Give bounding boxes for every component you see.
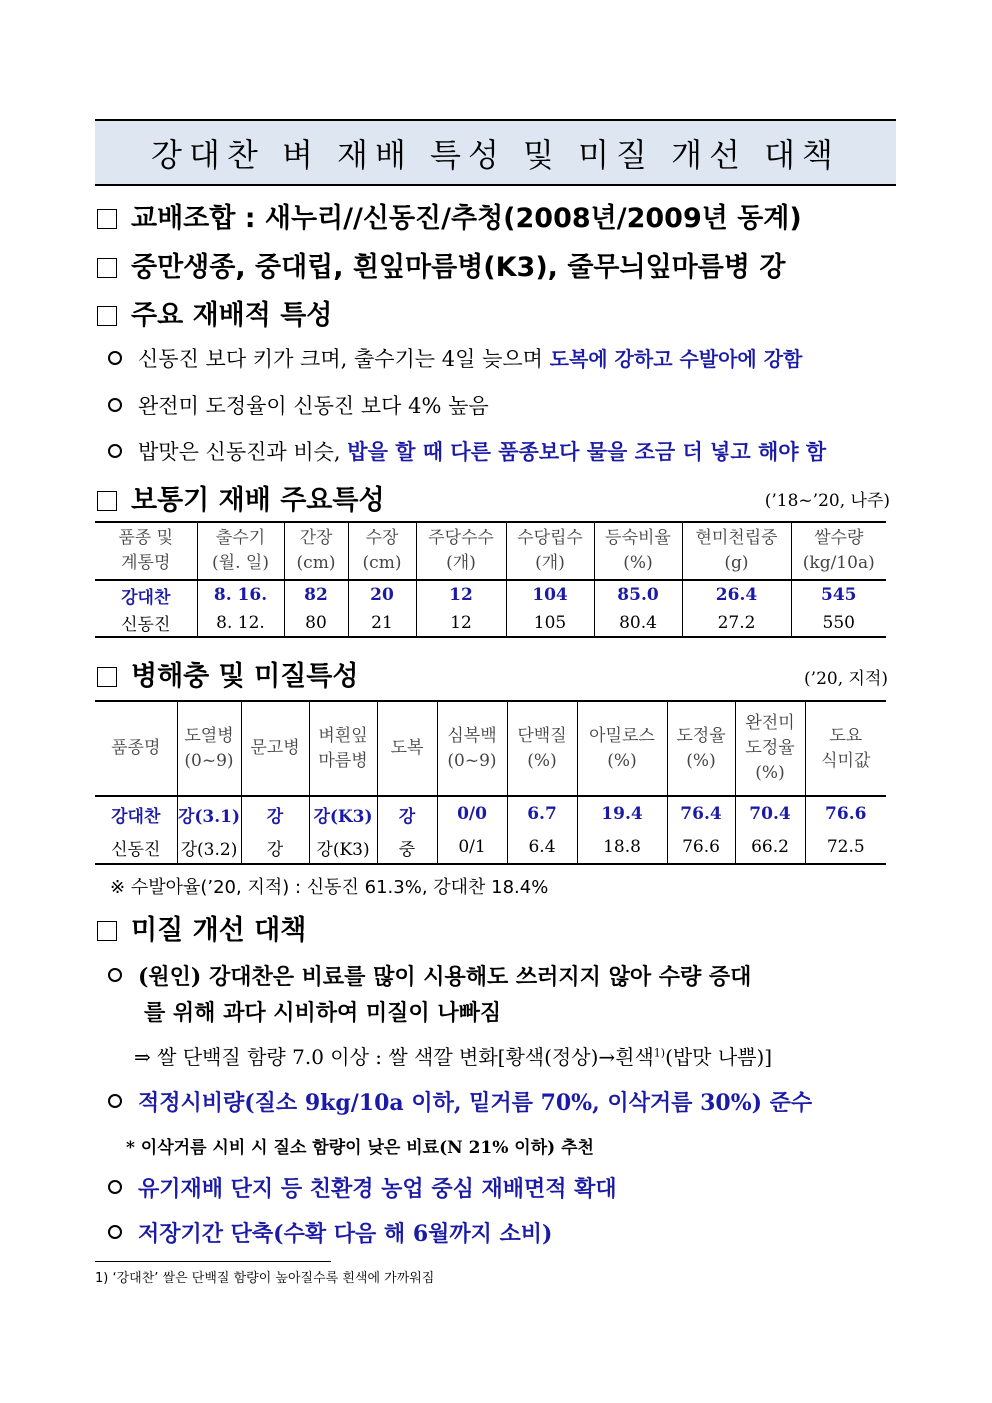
table-cell: 20 [348,580,416,609]
quality-table [95,700,886,865]
cause-line-2: 를 위해 과다 시비하여 미질이 나빠짐 [144,1000,502,1026]
table-cell: 18.8 [577,831,667,864]
table-cell: 66.2 [735,831,805,864]
bullet-height [108,343,802,373]
storage-bullet [108,1217,552,1248]
organic-text: 유기재배 단지 등 친환경 농업 중심 재배면적 확대 [138,1176,617,1202]
table-cell: 신동진 [95,831,177,864]
header-cell: 도복 [377,701,437,796]
footnote-divider [95,1261,331,1262]
fertilizer-note: * 이삭거름 시비 시 질소 함량이 낮은 비료(N 21% 이하) 추천 [126,1138,594,1158]
table-row [95,609,886,637]
table-cell: 강(3.2) [177,831,241,864]
table-cell: 76.6 [667,831,735,864]
protein-arrow-line [134,1041,772,1070]
cultivation-table [95,521,886,638]
table-cell: 72.5 [805,831,886,864]
circle-bullet-icon [108,444,122,458]
square-bullet-icon [97,921,117,941]
square-bullet-icon [97,667,117,687]
organic-bullet [108,1172,617,1203]
section-crossing [97,196,802,235]
table-cell: 강(3.1) [177,796,241,831]
header-cell: 심복백 (0~9) [437,701,507,796]
main-characteristics-heading: 주요 재배적 특성 [131,300,333,331]
storage-text: 저장기간 단축(수확 다음 해 6월까지 소비) [138,1221,553,1247]
table-row [95,831,886,864]
table-cell: 강 [241,831,309,864]
bullet-milling [108,390,489,420]
header-cell: 아밀로스 (%) [577,701,667,796]
circle-bullet-icon [108,1094,122,1108]
bullet-height-text: 신동진 보다 키가 크며, 출수기는 4일 늦으며 [138,347,550,371]
section-main-characteristics [97,293,332,332]
footnote-text: 1) ‘강대찬’ 쌀은 단백질 함량이 높아질수록 흰색에 가까워짐 [95,1271,435,1286]
header-cell: 도요 식미값 [805,701,886,796]
pest-quality-heading: 병해충 및 미질특성 [131,661,359,692]
table-row [95,580,886,609]
pest-quality-note: (’20, 지적) [804,669,888,689]
header-cell: 현미천립중 (g) [682,522,791,580]
document-title: 강대찬 벼 재배 특성 및 미질 개선 대책 [151,135,840,174]
header-cell: 주당수수 (개) [416,522,506,580]
quality-improvement-heading: 미질 개선 대책 [131,915,307,946]
header-cell: 출수기 (월. 일) [197,522,284,580]
cause-bullet [108,960,751,991]
table-cell: 82 [284,580,348,609]
crossing-text: 교배조합 : 새누리//신동진/추청(2008년/2009년 동계) [131,203,802,234]
sprouting-note: ※ 수발아율(’20, 지적) : 신동진 61.3%, 강대찬 18.4% [110,877,549,898]
square-bullet-icon [97,258,117,278]
bullet-taste [108,436,826,466]
circle-bullet-icon [108,398,122,412]
table-cell: 8. 12. [197,609,284,637]
square-bullet-icon [97,209,117,229]
protein-arrow-text: ⇒ 쌀 단백질 함량 7.0 이상 : 쌀 색깔 변화[황색(정상)→흰색 [134,1045,654,1069]
table-cell: 강 [241,796,309,831]
table-cell: 강(K3) [309,796,377,831]
header-cell: 문고병 [241,701,309,796]
table-cell: 105 [506,609,594,637]
circle-bullet-icon [108,1180,122,1194]
table-cell: 19.4 [577,796,667,831]
bullet-height-highlight: 도복에 강하고 수발아에 강함 [549,347,803,371]
table-cell: 강대찬 [95,796,177,831]
footnote-ref[interactable]: 1) [653,1046,666,1060]
table-cell: 550 [791,609,886,637]
fertilizer-text: 적정시비량(질소 9kg/10a 이하, 밑거름 70%, 이삭거름 30%) 준수 [138,1090,813,1116]
table-cell: 85.0 [594,580,682,609]
table-cell: 강 [377,796,437,831]
table-cell: 12 [416,609,506,637]
circle-bullet-icon [108,351,122,365]
table-cell: 27.2 [682,609,791,637]
circle-bullet-icon [108,1225,122,1239]
section-pest-quality [97,654,358,693]
bullet-milling-text: 완전미 도정율이 신동진 보다 4% 높음 [138,394,489,418]
table-cell: 12 [416,580,506,609]
header-cell: 수장 (cm) [348,522,416,580]
square-bullet-icon [97,306,117,326]
section-traits [97,245,785,284]
header-cell: 품종 및 계통명 [95,522,197,580]
section-quality-improvement [97,908,306,947]
header-cell: 수당립수 (개) [506,522,594,580]
header-cell: 등숙비율 (%) [594,522,682,580]
table-cell: 545 [791,580,886,609]
header-cell: 벼흰잎 마름병 [309,701,377,796]
header-cell: 쌀수량 (kg/10a) [791,522,886,580]
table-cell: 70.4 [735,796,805,831]
table-cell: 104 [506,580,594,609]
table-header-row [95,701,886,796]
header-cell: 완전미 도정율 (%) [735,701,805,796]
table-cell: 76.6 [805,796,886,831]
normal-cultivation-note: (’18~’20, 나주) [764,491,890,511]
table-cell: 26.4 [682,580,791,609]
header-cell: 품종명 [95,701,177,796]
square-bullet-icon [97,491,117,511]
table-cell: 강(K3) [309,831,377,864]
table-cell: 0/0 [437,796,507,831]
header-cell: 단백질 (%) [507,701,577,796]
bullet-taste-highlight: 밥을 할 때 다른 품종보다 물을 조금 더 넣고 해야 함 [347,439,827,464]
table-cell: 8. 16. [197,580,284,609]
table-cell: 중 [377,831,437,864]
table-cell: 강대찬 [95,580,197,609]
table-cell: 6.7 [507,796,577,831]
header-cell: 간장 (cm) [284,522,348,580]
circle-bullet-icon [108,968,122,982]
table-header-row [95,522,886,580]
table-cell: 80.4 [594,609,682,637]
table-row [95,796,886,831]
bullet-taste-text: 밥맛은 신동진과 비슷, [138,440,348,464]
table-cell: 0/1 [437,831,507,864]
fertilizer-bullet [108,1086,812,1117]
header-cell: 도정율 (%) [667,701,735,796]
normal-cultivation-heading: 보통기 재배 주요특성 [131,485,385,516]
title-box [95,119,896,186]
header-cell: 도열병 (0~9) [177,701,241,796]
section-normal-cultivation [97,478,385,517]
table-cell: 80 [284,609,348,637]
cause-line-1: (원인) 강대찬은 비료를 많이 시용해도 쓰러지지 않아 수량 증대 [138,964,752,990]
table-cell: 76.4 [667,796,735,831]
protein-arrow-tail: (밥맛 나쁨)] [665,1045,773,1069]
table-cell: 신동진 [95,609,197,637]
table-cell: 21 [348,609,416,637]
table-cell: 6.4 [507,831,577,864]
traits-text: 중만생종, 중대립, 흰잎마름병(K3), 줄무늬잎마름병 강 [131,252,786,283]
